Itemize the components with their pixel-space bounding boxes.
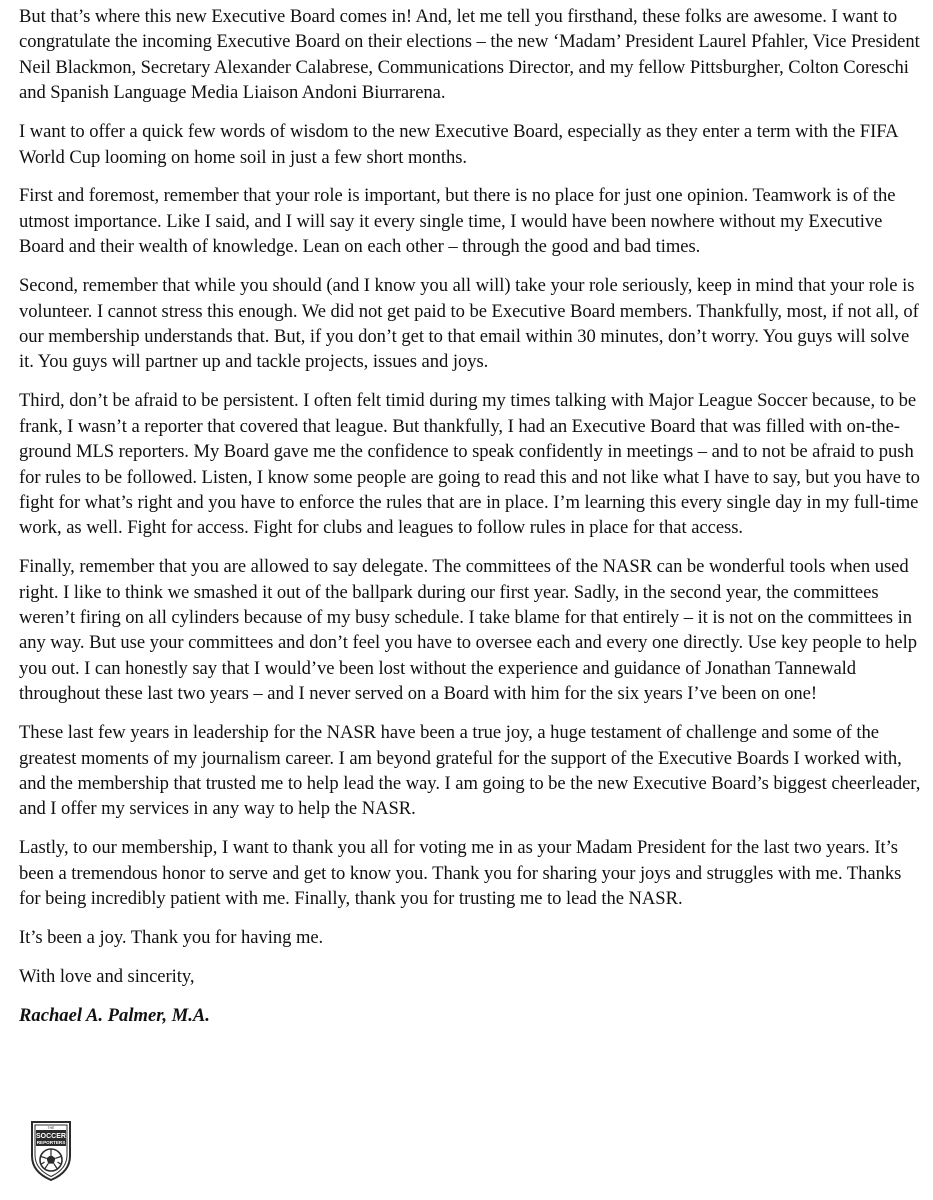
- paragraph-leadership-joy: These last few years in leadership for the NASR have been a true joy, a huge testament of challenge and some of the greatest moments of my journalism career. I am beyond grateful for the support of the Executive Boards I worked with, and the membership that trusted me to help lead the way. I am going to be the new Executive Board’s biggest cheerleader, and I offer my services in any way to help the NASR.: [19, 722, 921, 820]
- paragraph-closing: It’s been a joy. Thank you for having me.: [19, 927, 324, 948]
- paragraph-volunteer: Second, remember that while you should (and I know you all will) take your role seriously, keep in mind that your role is volunteer. I cannot stress this enough. We did not get paid to be Executive Board members. Thankfully, most, if not all, of our membership understands that. But, if you don’t get to that email within 30 minutes, don’t worry. You guys will solve it. You guys will partner up and tackle projects, issues and joys.: [19, 275, 919, 373]
- soccer-reporters-shield-icon: [29, 1118, 73, 1182]
- paragraph-persistent: Third, don’t be afraid to be persistent. I often felt timid during my times talking with Major League Soccer because, to be frank, I wasn’t a reporter that covered that league. But thankfully, I had an Executive Board that was filled with on-the-ground MLS reporters. My Board gave me the confidence to speak confidently in meetings – and to not be afraid to push for rules to be followed. Listen, I know some people are going to read this and not like what I have to say, but you have to fight for what’s right and you have to enforce the rules that are in place. I’m learning this every single day in my full-time work, as well. Fight for access. Fight for clubs and leagues to follow rules in place for that access.: [19, 390, 920, 539]
- paragraph-teamwork: First and foremost, remember that your role is important, but there is no place for just one opinion. Teamwork is of the utmost importance. Like I said, and I will say it every single time, I would have been nowhere without my Executive Board and their wealth of knowledge. Lean on each other – through the good and bad times.: [19, 185, 896, 258]
- letter-body: [19, 4, 921, 1028]
- paragraph-words-of-wisdom: I want to offer a quick few words of wisdom to the new Executive Board, especially as they enter a term with the FIFA World Cup looming on home soil in just a few short months.: [19, 121, 898, 168]
- logo-line-the: THE: [47, 1126, 55, 1130]
- signature: Rachael A. Palmer, M.A.: [19, 1004, 210, 1026]
- soccer-reporters-logo: [29, 1118, 73, 1182]
- logo-line-reporters: REPORTERS: [36, 1140, 66, 1145]
- paragraph-thank-membership: Lastly, to our membership, I want to thank you all for voting me in as your Madam President for the last two years. It’s been a tremendous honor to serve and get to know you. Thank you for sharing your joys and struggles with me. Thanks for being incredibly patient with me. Finally, thank you for trusting me to lead the NASR.: [19, 837, 902, 910]
- paragraph-valediction: With love and sincerity,: [19, 965, 195, 987]
- logo-line-soccer: SOCCER: [36, 1133, 66, 1140]
- paragraph-delegate: Finally, remember that you are allowed to say delegate. The committees of the NASR can be wonderful tools when used right. I like to think we smashed it out of the ballpark during our first year. Sadly, in the second year, the committees weren’t firing on all cylinders because of my busy schedule. I take blame for that entirely – it is not on the committees in any way. But use your committees and don’t feel you have to oversee each and every one directly. Use key people to help you out. I can honestly say that I would’ve been lost without the experience and guidance of Jonathan Tannewald throughout these last two years – and I never served on a Board with him for the six years I’ve been on one!: [19, 556, 917, 705]
- paragraph-executive-board: But that’s where this new Executive Board comes in! And, let me tell you firsthand, these folks are awesome. I want to congratulate the incoming Executive Board on their elections – the new ‘Madam’ President Laurel Pfahler, Vice President Neil Blackmon, Secretary Alexander Calabrese, Communications Director, and my fellow Pittsburgher, Colton Coreschi and Spanish Language Media Liaison Andoni Biurrarena.: [19, 6, 920, 104]
